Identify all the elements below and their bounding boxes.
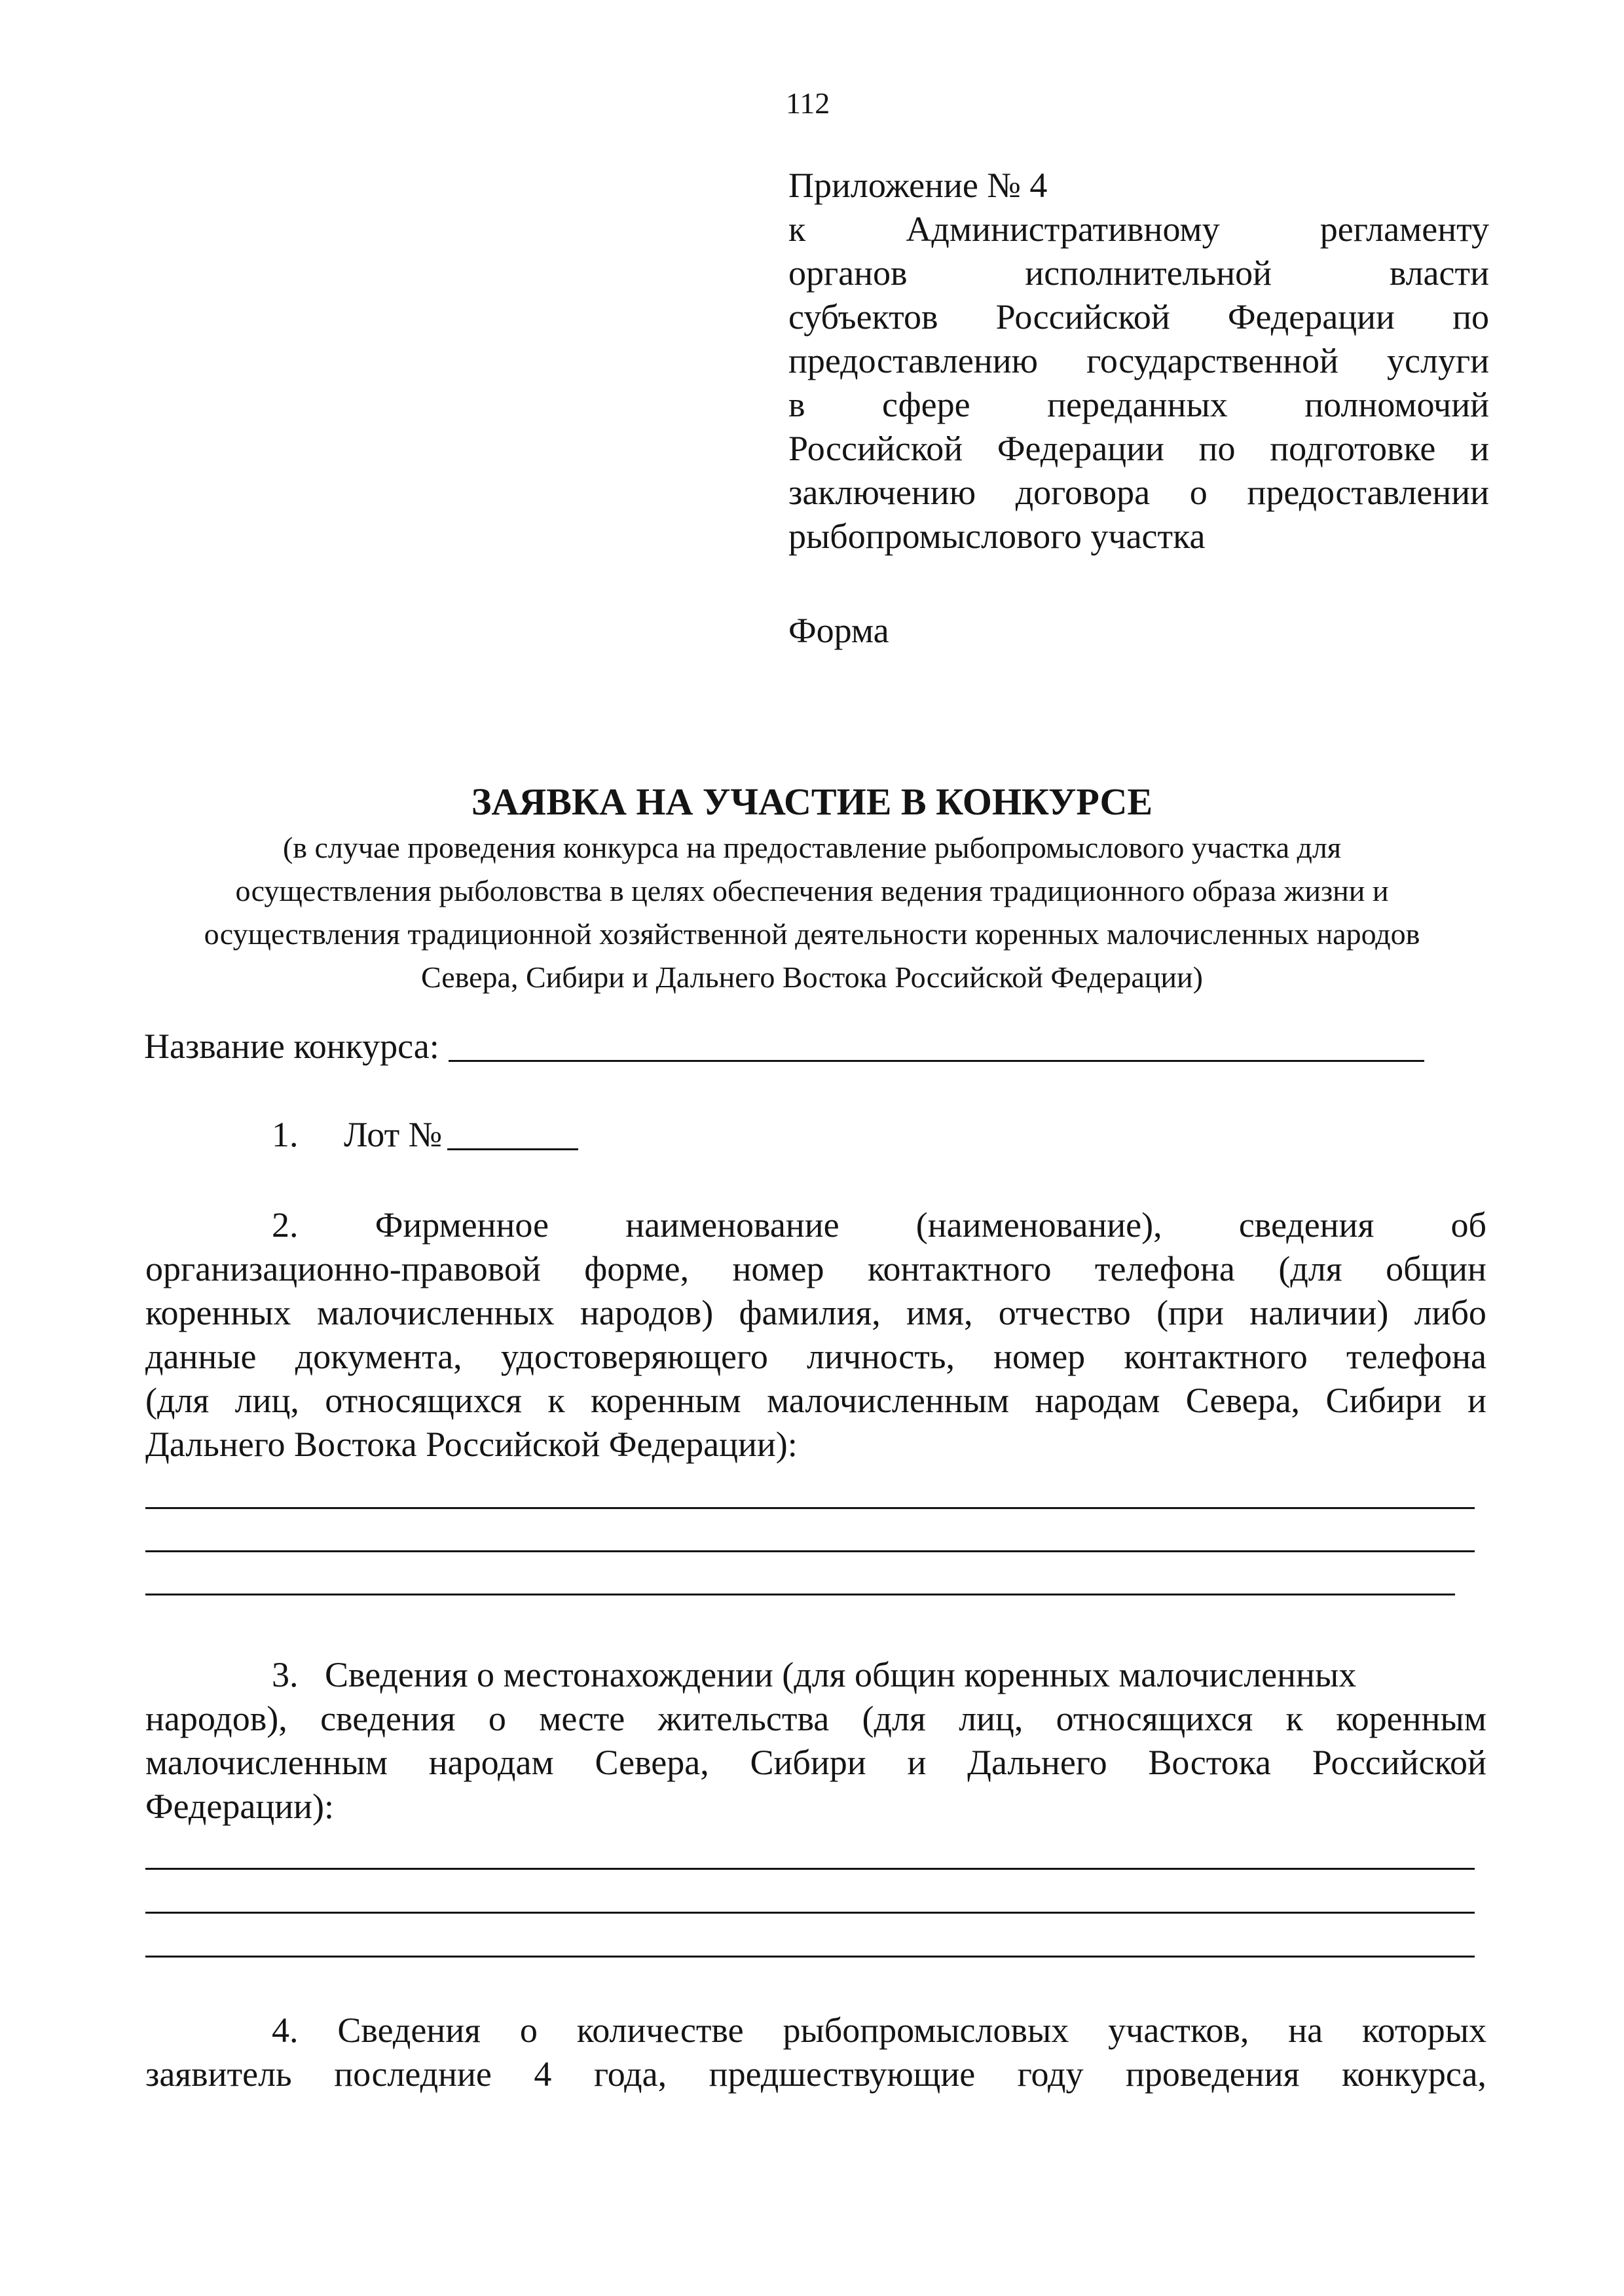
item-3-blank-line[interactable] (145, 1912, 1475, 1914)
word: Востока (1148, 1743, 1272, 1782)
paragraph-last-line: Дальнего Востока Российской Федерации): (145, 1425, 798, 1464)
word: народов) (580, 1293, 714, 1332)
word: номер (732, 1249, 824, 1288)
word: наличии) (1249, 1293, 1389, 1332)
word: участков, (1108, 2011, 1249, 2050)
lot-row (272, 1113, 578, 1157)
word: народам (1035, 1381, 1160, 1420)
word: году (1017, 2054, 1084, 2094)
word: контактного (868, 1249, 1052, 1288)
word: Федерации (997, 429, 1164, 468)
paragraph-line (145, 1203, 1486, 1247)
word: форме, (584, 1249, 690, 1288)
word: переданных (1047, 385, 1228, 424)
word: и (907, 1743, 927, 1782)
word: заявитель (145, 2054, 292, 2094)
word: последние (334, 2054, 492, 2094)
word: малочисленным (767, 1381, 1010, 1420)
word: к (788, 210, 806, 249)
appendix-line (788, 295, 1489, 339)
word: Севера, (595, 1743, 709, 1782)
item-3-blank-line[interactable] (145, 1868, 1475, 1870)
word: к (547, 1381, 565, 1420)
word: Фирменное (375, 1205, 549, 1245)
word: народам (428, 1743, 554, 1782)
word: лиц, (234, 1381, 299, 1420)
appendix-line (788, 251, 1489, 295)
word: жительства (657, 1699, 830, 1738)
word: коренным (590, 1381, 741, 1420)
word: лиц, (959, 1699, 1024, 1738)
word: Севера, (1185, 1381, 1301, 1420)
paragraph-last-line: Федерации): (145, 1787, 335, 1826)
word: и (1470, 429, 1489, 468)
word: отчество (998, 1293, 1131, 1332)
word: малочисленным (145, 1743, 388, 1782)
word: о (1189, 473, 1208, 512)
word: о (488, 1699, 506, 1738)
paragraph-line (145, 1379, 1486, 1423)
item-3-blank-line[interactable] (145, 1956, 1475, 1958)
appendix-line (788, 383, 1489, 427)
paragraph-line (145, 1697, 1486, 1741)
word: (при (1156, 1293, 1224, 1332)
word: документа, (295, 1337, 462, 1376)
word: к (1285, 1699, 1303, 1738)
word: данные (145, 1337, 257, 1376)
item-3-paragraph (145, 1653, 1486, 1829)
lot-number-field[interactable] (447, 1114, 578, 1150)
word: сфере (882, 385, 970, 424)
item-1-number: 1. (272, 1115, 299, 1154)
word: народов), (145, 1699, 287, 1738)
word: фамилия, (739, 1293, 881, 1332)
paragraph-line (145, 2052, 1486, 2096)
word: Российской (1312, 1743, 1486, 1782)
subtitle-line: (в случае проведения конкурса на предоставление рыбопромыслового участка для (282, 831, 1342, 864)
word: власти (1389, 253, 1489, 293)
contest-name-field[interactable] (449, 1026, 1424, 1062)
appendix-line (788, 427, 1489, 471)
document-subtitle (131, 826, 1493, 999)
item-2-blank-line[interactable] (145, 1550, 1475, 1552)
word: предоставлении (1247, 473, 1489, 512)
word: Дальнего (967, 1743, 1107, 1782)
word: 4. (272, 2011, 299, 2050)
word: предшествующие (709, 2054, 976, 2094)
paragraph-line (145, 1335, 1486, 1379)
word: Российской (995, 297, 1170, 337)
word: телефона (1346, 1337, 1486, 1376)
word: Федерации (1227, 297, 1395, 337)
lot-label: Лот № (344, 1115, 443, 1154)
appendix-title: Приложение № 4 (788, 166, 1048, 205)
word: и (1467, 1381, 1486, 1420)
paragraph-line: 3. Сведения о местонахождении (для общин коренных малочисленных (272, 1655, 1357, 1694)
word: общин (1386, 1249, 1486, 1288)
word: малочисленных (316, 1293, 555, 1332)
word: на (1288, 2011, 1323, 2050)
paragraph-line (145, 1741, 1486, 1785)
word: полномочий (1304, 385, 1489, 424)
word: номер (993, 1337, 1086, 1376)
word: организационно-правовой (145, 1249, 541, 1288)
word: об (1450, 1205, 1486, 1245)
word: (наименование), (915, 1205, 1162, 1245)
word: (для (862, 1699, 926, 1738)
word: 4 (534, 2054, 552, 2094)
word: по (1452, 297, 1489, 337)
word: месте (539, 1699, 625, 1738)
word: коренных (145, 1293, 291, 1332)
item-2-blank-line[interactable] (145, 1507, 1475, 1509)
paragraph-line (145, 1291, 1486, 1335)
word: сведения (320, 1699, 456, 1738)
appendix-line (788, 339, 1489, 383)
word: контактного (1124, 1337, 1308, 1376)
appendix-header (788, 164, 1489, 558)
word: проведения (1126, 2054, 1300, 2094)
subtitle-line: осуществления традиционной хозяйственной деятельности коренных малочисленных народов (204, 917, 1420, 951)
word: относящихся (325, 1381, 522, 1420)
word: исполнительной (1025, 253, 1272, 293)
paragraph-line (145, 1247, 1486, 1291)
word: 2. (272, 1205, 299, 1245)
word: органов (788, 253, 908, 293)
word: Российской (788, 429, 963, 468)
contest-name-row (144, 1025, 1424, 1068)
contest-name-label: Название конкурса: (144, 1027, 439, 1066)
appendix-line (788, 208, 1489, 251)
word: личность, (807, 1337, 955, 1376)
word: в (788, 385, 805, 424)
word: рыбопромысловых (783, 2011, 1069, 2050)
word: государственной (1086, 341, 1338, 380)
item-2-blank-line[interactable] (145, 1594, 1455, 1595)
word: заключению (788, 473, 976, 512)
word: о (519, 2011, 538, 2050)
word: количестве (576, 2011, 744, 2050)
word: Сведения (337, 2011, 481, 2050)
paragraph-line (145, 2009, 1486, 2052)
form-label: Форма (788, 611, 889, 650)
word: (для (1278, 1249, 1342, 1288)
word: относящихся (1056, 1699, 1253, 1738)
word: регламенту (1320, 210, 1489, 249)
item-4-paragraph (145, 2009, 1486, 2096)
word: года, (593, 2054, 667, 2094)
word: Сибири (750, 1743, 866, 1782)
word: удостоверяющего (500, 1337, 768, 1376)
item-2-paragraph (145, 1203, 1486, 1467)
word: которых (1362, 2011, 1486, 2050)
appendix-line (788, 471, 1489, 515)
word: сведения (1238, 1205, 1375, 1245)
word: услуги (1387, 341, 1489, 380)
appendix-last-line: рыбопромыслового участка (788, 517, 1206, 556)
word: Административному (906, 210, 1220, 249)
word: конкурса, (1341, 2054, 1486, 2094)
word: предоставлению (788, 341, 1039, 380)
document-title: ЗАЯВКА НА УЧАСТИЕ В КОНКУРСЕ (471, 780, 1153, 823)
word: договора (1015, 473, 1151, 512)
word: наименование (625, 1205, 840, 1245)
word: Сибири (1325, 1381, 1442, 1420)
page-number: 112 (786, 86, 830, 120)
word: либо (1414, 1293, 1486, 1332)
word: (для (145, 1381, 210, 1420)
word: коренным (1336, 1699, 1486, 1738)
word: имя, (906, 1293, 973, 1332)
word: телефона (1094, 1249, 1235, 1288)
subtitle-line: осуществления рыболовства в целях обеспечения ведения традиционного образа жизни и (235, 874, 1389, 907)
word: по (1198, 429, 1236, 468)
word: субъектов (788, 297, 938, 337)
word: подготовке (1270, 429, 1436, 468)
subtitle-line: Севера, Сибири и Дальнего Востока Российской Федерации) (421, 960, 1203, 994)
